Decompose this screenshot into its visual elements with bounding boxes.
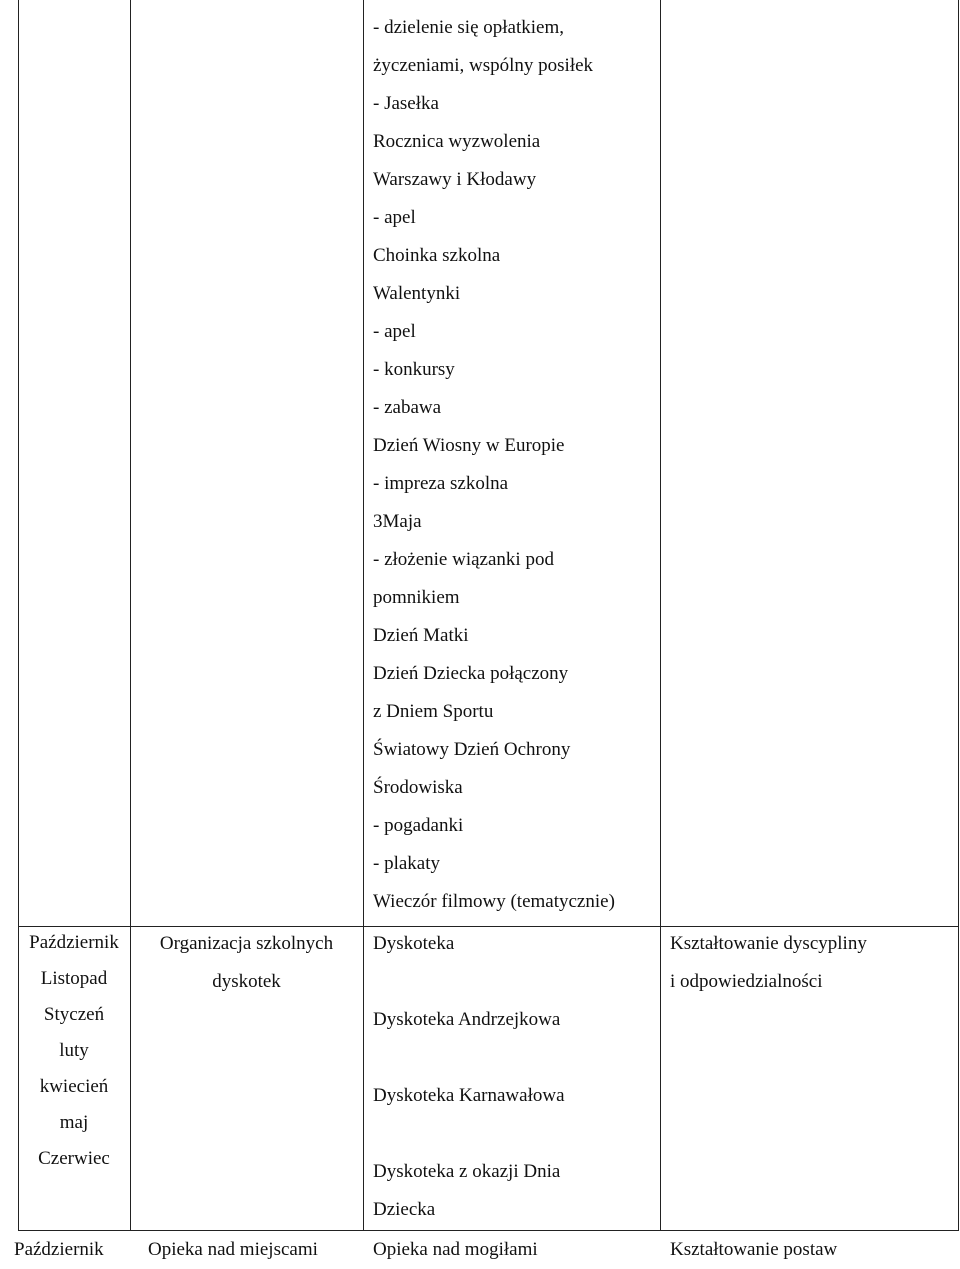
activity-line: - Jasełka — [373, 93, 439, 114]
activity-line: Dziecka — [373, 1199, 436, 1220]
table-divider-2 — [363, 0, 364, 1230]
activity-line: - złożenie wiązanki pod — [373, 549, 554, 570]
activity-line: z Dniem Sportu — [373, 701, 494, 722]
activity-line: 3Maja — [373, 511, 422, 532]
month-label: luty — [59, 1040, 89, 1061]
disco-months-cell — [18, 925, 130, 1177]
activity-line: - zabawa — [373, 397, 442, 418]
activity-line: - pogadanki — [373, 815, 464, 836]
activity-line: Choinka szkolna — [373, 245, 501, 266]
last-row-month: Październik — [14, 1239, 104, 1260]
activity-line: Walentynki — [373, 283, 461, 304]
disco-activities-cell — [373, 925, 565, 1229]
table-divider-3 — [660, 0, 661, 1230]
activity-line: - apel — [373, 207, 416, 228]
task-line: Organizacja szkolnych — [159, 933, 334, 954]
activity-line: Dzień Matki — [373, 625, 469, 646]
month-label: Październik — [29, 932, 119, 953]
month-label: Czerwiec — [38, 1148, 110, 1169]
disco-goal-cell — [670, 925, 867, 1001]
activity-line: Środowiska — [373, 777, 463, 798]
activity-line: - impreza szkolna — [373, 473, 509, 494]
last-row-activity: Opieka nad mogiłami — [373, 1239, 538, 1260]
task-line: dyskotek — [212, 971, 281, 992]
last-row-task: Opieka nad miejscami — [148, 1239, 318, 1260]
month-label: Styczeń — [43, 1004, 105, 1025]
activity-line: Dzień Wiosny w Europie — [373, 435, 565, 456]
activity-line: Dyskoteka Andrzejkowa — [373, 1009, 561, 1030]
activity-line — [373, 1039, 565, 1077]
activity-line: Dzień Dziecka połączony — [373, 663, 569, 684]
activity-line: Dyskoteka — [373, 933, 455, 954]
last-row-goal: Kształtowanie postaw — [670, 1239, 838, 1260]
upper-activities-cell — [373, 9, 615, 921]
activity-line: Warszawy i Kłodawy — [373, 169, 537, 190]
activity-line — [373, 963, 565, 1001]
activity-line: życzeniami, wspólny posiłek — [373, 55, 594, 76]
activity-line: - apel — [373, 321, 416, 342]
activity-line: Światowy Dzień Ochrony — [373, 739, 571, 760]
month-label: kwiecień — [39, 1076, 109, 1097]
activity-line: - dzielenie się opłatkiem, — [373, 17, 564, 38]
activity-line: - konkursy — [373, 359, 455, 380]
activity-line: pomnikiem — [373, 587, 460, 608]
disco-task-cell — [130, 925, 363, 1001]
activity-line: Dyskoteka Karnawałowa — [373, 1085, 565, 1106]
goal-line: Kształtowanie dyscypliny — [670, 933, 867, 954]
table-border-right — [958, 0, 959, 1230]
month-label: Listopad — [40, 968, 108, 989]
month-label: maj — [59, 1112, 89, 1133]
table-divider-1 — [130, 0, 131, 1230]
goal-line: i odpowiedzialności — [670, 971, 823, 992]
activity-line: Rocznica wyzwolenia — [373, 131, 541, 152]
activity-line — [373, 1115, 565, 1153]
activity-line: Wieczór filmowy (tematycznie) — [373, 891, 615, 912]
activity-line: Dyskoteka z okazji Dnia — [373, 1161, 561, 1182]
activity-line: - plakaty — [373, 853, 441, 874]
